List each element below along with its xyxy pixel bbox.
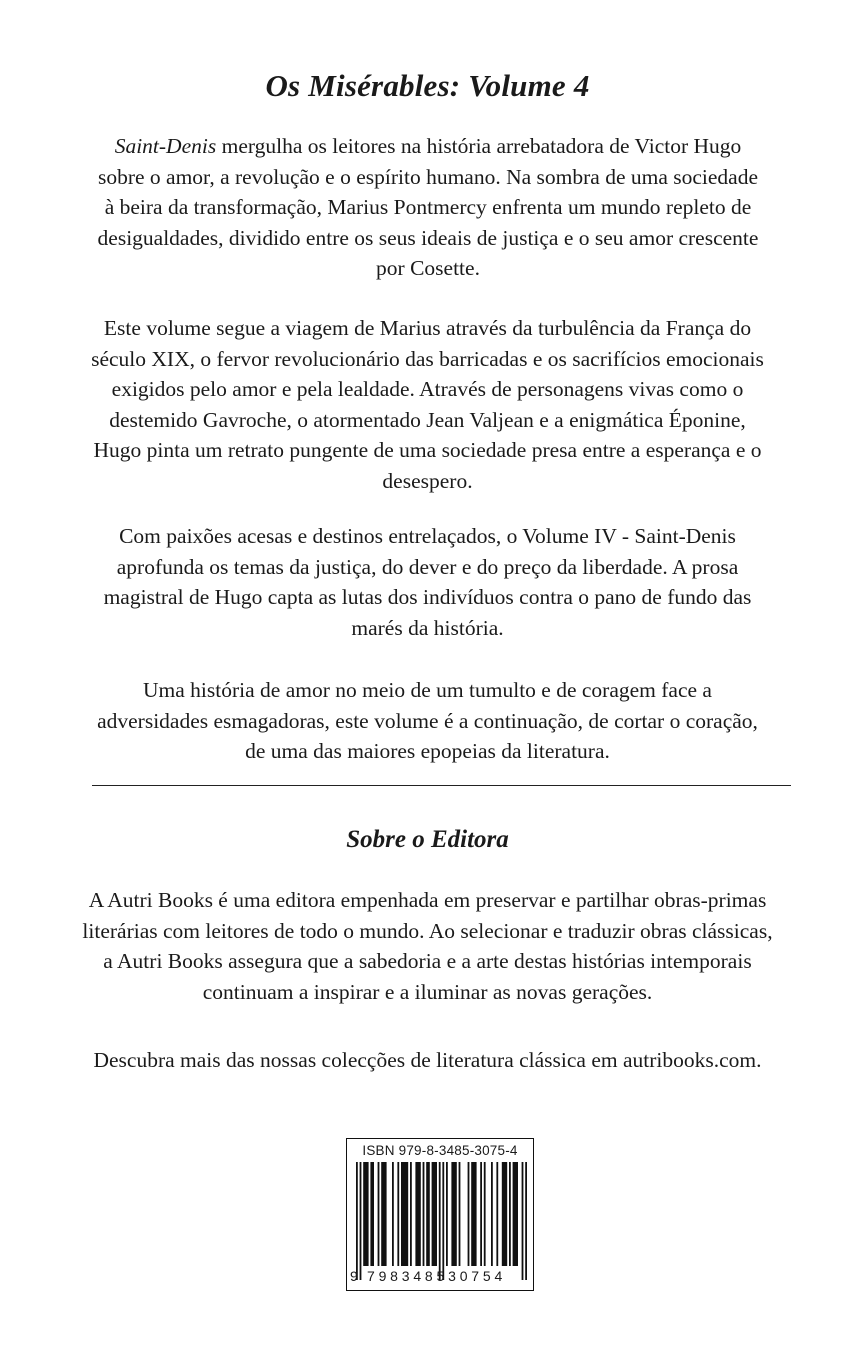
barcode-bar	[423, 1162, 425, 1266]
barcode-bar	[471, 1162, 476, 1266]
description-lead-title: Saint-Denis	[114, 134, 217, 158]
barcode-bar	[356, 1162, 358, 1280]
barcode-bar	[502, 1162, 507, 1266]
barcode-bar	[415, 1162, 420, 1266]
barcode-bar	[451, 1162, 456, 1266]
section-divider	[92, 785, 791, 786]
barcode-bar	[392, 1162, 394, 1266]
isbn-barcode	[346, 1138, 534, 1291]
description-paragraph-1-text: mergulha os leitores na história arrebatadora de Victor Hugo sobre o amor, a revolução e o espírito humano. Na sombra de uma sociedade à beira da transformação, Marius Pontmercy enfrenta um mundo repleto de desigualdades, dividido entre os seus ideais de justiça e o seu amor crescente por Cosette.	[97, 134, 759, 280]
barcode-bar	[446, 1162, 448, 1266]
isbn-label: ISBN 979-8-3485-3075-4	[362, 1143, 518, 1158]
barcode-bar	[468, 1162, 470, 1266]
barcode-bar	[426, 1162, 430, 1266]
barcode-bar	[491, 1162, 493, 1266]
barcode-bar	[480, 1162, 482, 1266]
barcode-bar	[522, 1162, 524, 1280]
description-paragraph-4: Uma história de amor no meio de um tumulto e de coragem face a adversidades esmagadoras, este volume é a continuação, de cortar o coração, de uma das maiores epopeias da literatura.	[97, 678, 758, 763]
barcode-bar	[370, 1162, 374, 1266]
barcode-bar	[459, 1162, 461, 1266]
barcode-bar	[484, 1162, 486, 1266]
publisher-paragraph-2: Descubra mais das nossas colecções de literatura clássica em autribooks.com.	[93, 1048, 762, 1072]
barcode-bar	[397, 1162, 399, 1266]
barcode-bar	[525, 1162, 527, 1280]
barcode-bar	[509, 1162, 511, 1266]
description-paragraph-1	[94, 131, 762, 284]
barcode-bar	[496, 1162, 498, 1266]
barcode-bar	[442, 1162, 444, 1280]
barcode-bar	[432, 1162, 437, 1266]
barcode-bar	[378, 1162, 380, 1266]
barcode-bar	[513, 1162, 518, 1266]
barcode-digits: 798348530754	[367, 1268, 507, 1284]
publisher-heading: Sobre o Editora	[346, 826, 509, 853]
barcode-bar	[410, 1162, 412, 1266]
barcode-bar	[401, 1162, 408, 1266]
barcode-bar	[363, 1162, 368, 1266]
book-title: Os Misérables: Volume 4	[265, 68, 590, 103]
description-paragraph-2: Este volume segue a viagem de Marius através da turbulência da França do século XIX, o fervor revolucionário das barricadas e os sacrifícios emocionais exigidos pelo amor e pela lealdade. Através de personagens vivas como o destemido Gavroche, o atormentado Jean Valjean e a enigmática Éponine, Hugo pinta um retrato pungente de uma sociedade presa entre a esperança e o desespero.	[91, 316, 764, 493]
barcode-first-digit: 9	[350, 1268, 358, 1284]
barcode-graphic	[347, 1162, 533, 1284]
barcode-bar	[360, 1162, 362, 1280]
barcode-bars	[347, 1162, 533, 1284]
description-paragraph-3: Com paixões acesas e destinos entrelaçados, o Volume IV - Saint-Denis aprofunda os temas da justiça, do dever e do preço da liberdade. A prosa magistral de Hugo capta as lutas dos indivíduos contra o pano de fundo das marés da história.	[103, 524, 752, 640]
barcode-bar	[381, 1162, 386, 1266]
publisher-paragraph-1: A Autri Books é uma editora empenhada em preservar e partilhar obras-primas literárias com leitores de todo o mundo. Ao selecionar e traduzir obras clássicas, a Autri Books assegura que a sabedoria e a arte destas histórias intemporais continuam a inspirar e a iluminar as novas gerações.	[82, 888, 773, 1004]
barcode-bar	[439, 1162, 441, 1280]
